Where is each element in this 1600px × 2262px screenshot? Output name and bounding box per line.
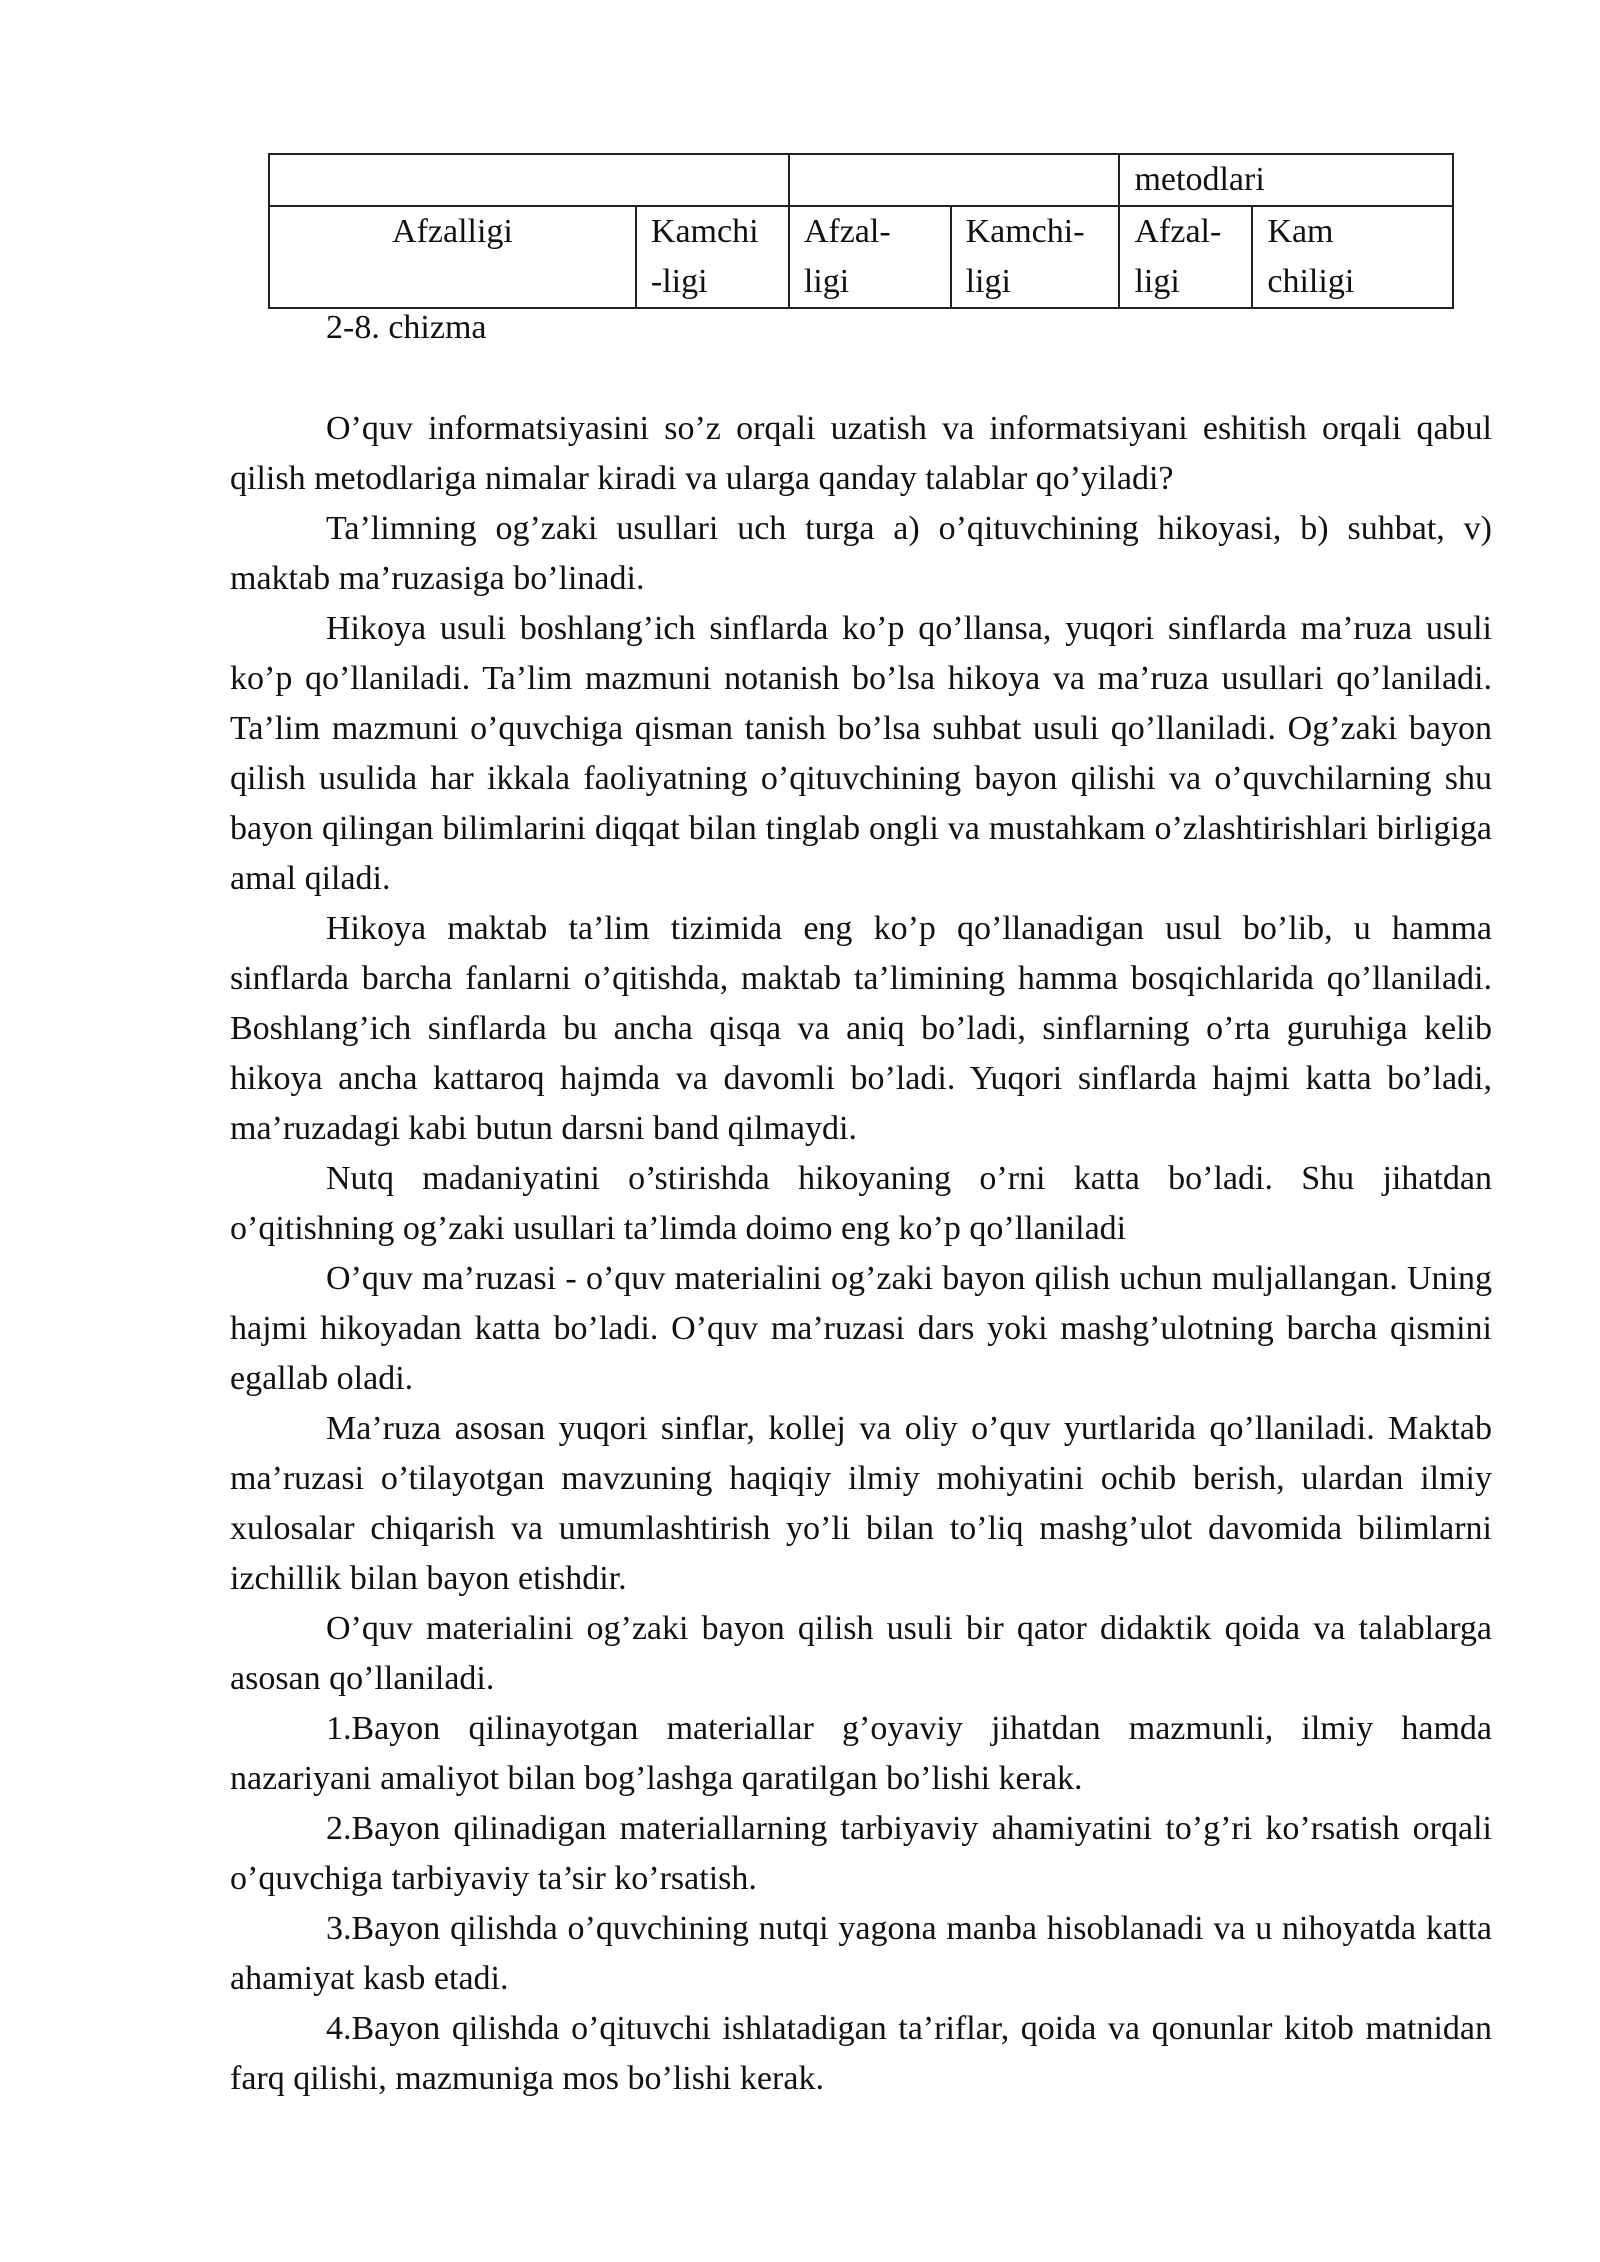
table-cell-afzalligi: Afzalligi	[269, 206, 636, 308]
list-item-2: 2.Bayon qilinadigan materiallarning tarbiyaviy ahamiyatini to’g’ri ko’rsatish orqali o’quvchiga tarbiyaviy ta’sir ko’rsatish.	[230, 1810, 1492, 1897]
table-cell-kamchiligi: Kamchi -ligi	[636, 206, 789, 308]
table-cell-empty	[269, 154, 789, 206]
paragraph: Nutq madaniyatini o’stirishda hikoyaning o’rni katta bo’ladi. Shu jihatdan o’qitishning og’zaki usullari ta’limda doimo eng ko’p qo’llaniladi	[230, 1160, 1492, 1247]
list-item-3: 3.Bayon qilishda o’quvchining nutqi yagona manba hisoblanadi va u nihoyatda katta ahamiyat kasb etadi.	[230, 1910, 1492, 1997]
list-item-1: 1.Bayon qilinayotgan materiallar g’oyaviy jihatdan mazmunli, ilmiy hamda nazariyani amaliyot bilan bog’lashga qaratilgan bo’lishi kerak.	[230, 1710, 1492, 1797]
table-header-row	[269, 154, 1453, 206]
table-cell-kamchi-ligi: Kamchi- ligi	[951, 206, 1120, 308]
body-text	[230, 404, 1492, 2104]
table-cell-metodlari: metodlari	[1119, 154, 1453, 206]
table-row	[269, 206, 1453, 308]
list-item-4: 4.Bayon qilishda o’qituvchi ishlatadigan ta’riflar, qoida va qonunlar kitob matnidan farq qilishi, mazmuniga mos bo’lishi kerak.	[230, 2010, 1492, 2097]
paragraph: O’quv ma’ruzasi - o’quv materialini og’zaki bayon qilish uchun muljallangan. Uning hajmi hikoyadan katta bo’ladi. O’quv ma’ruzasi dars yoki mashg’ulotning barcha qismini egallab oladi.	[230, 1260, 1492, 1397]
paragraph: Hikoya maktab ta’lim tizimida eng ko’p qo’llanadigan usul bo’lib, u hamma sinflarda barcha fanlarni o’qitishda, maktab ta’limining hamma bosqichlarida qo’llaniladi. Boshlang’ich sinflarda bu ancha qisqa va aniq bo’ladi, sinflarning o’rta guruhiga kelib hikoya ancha kattaroq hajmda va davomli bo’ladi. Yuqori sinflarda hajmi katta bo’ladi, ma’ruzadagi kabi butun darsni band qilmaydi.	[230, 910, 1492, 1147]
table-cell-empty	[789, 154, 1120, 206]
table-cell-kam-chiligi: Kam chiligi	[1252, 206, 1453, 308]
table-cell-afzal-ligi: Afzal- ligi	[789, 206, 951, 308]
paragraph: O’quv materialini og’zaki bayon qilish usuli bir qator didaktik qoida va talablarga asosan qo’llaniladi.	[230, 1610, 1492, 1697]
figure-caption: 2-8. chizma	[326, 309, 487, 346]
paragraph: Ta’limning og’zaki usullari uch turga a) o’qituvchining hikoyasi, b) suhbat, v) maktab ma’ruzasiga bo’linadi.	[230, 510, 1492, 597]
paragraph: O’quv informatsiyasini so’z orqali uzatish va informatsiyani eshitish orqali qabul qilish metodlariga nimalar kiradi va ularga qanday talablar qo’yiladi?	[230, 410, 1492, 497]
paragraph: Hikoya usuli boshlang’ich sinflarda ko’p qo’llansa, yuqori sinflarda ma’ruza usuli ko’p qo’llaniladi. Ta’lim mazmuni notanish bo’lsa hikoya va ma’ruza usullari qo’laniladi. Ta’lim mazmuni o’quvchiga qisman tanish bo’lsa suhbat usuli qo’llaniladi. Og’zaki bayon qilish usulida har ikkala faoliyatning o’qituvchining bayon qilishi va o’quvchilarning shu bayon qilingan bilimlarini diqqat bilan tinglab ongli va mustahkam o’zlashtirishlari birligiga amal qiladi.	[230, 610, 1492, 897]
paragraph: Ma’ruza asosan yuqori sinflar, kollej va oliy o’quv yurtlarida qo’llaniladi. Maktab ma’ruzasi o’tilayotgan mavzuning haqiqiy ilmiy mohiyatini ochib berish, ulardan ilmiy xulosalar chiqarish va umumlashtirish yo’li bilan to’liq mashg’ulot davomida bilimlarni izchillik bilan bayon etishdir.	[230, 1410, 1492, 1597]
methods-table	[268, 153, 1454, 309]
table-cell-afzal-ligi-2: Afzal- ligi	[1119, 206, 1252, 308]
